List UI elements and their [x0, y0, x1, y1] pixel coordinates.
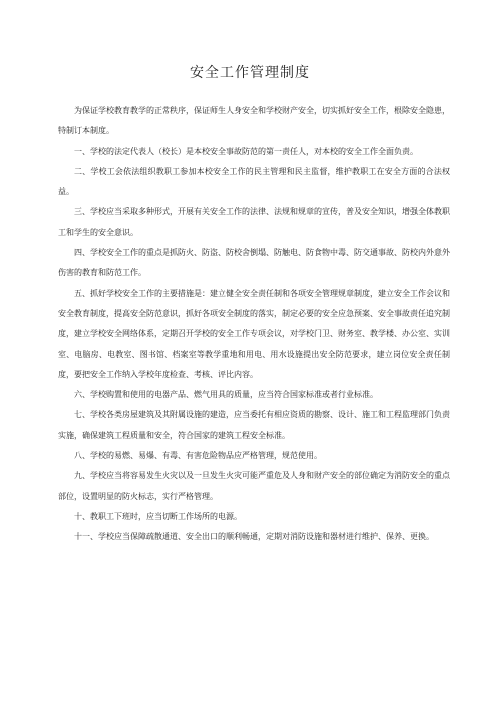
paragraph-1: 一、学校的法定代表人（校长）是本校安全事故防范的第一责任人，对本校的安全工作全面负责。: [74, 146, 418, 156]
paragraph-10: 十、教职工下班时，应当切断工作场所的电源。: [74, 511, 242, 521]
paragraph-6: 六、学校购置和使用的电器产品、燃气用具的质量，应当符合国家标准或者行业标准。: [74, 390, 378, 400]
document-title: 安全工作管理制度: [190, 65, 310, 81]
paragraph-8: 八、学校的易燃、易爆、有毒、有害危险物品应严格管理，规范使用。: [74, 451, 322, 461]
document-body: [58, 101, 450, 548]
paragraph-4: 四、学校安全工作的重点是抓防火、防盗、防校舍倒塌、防触电、防食物中毒、防交通事故、防校内外意外伤害的教育和防范工作。: [58, 248, 450, 278]
paragraph-9: 九、学校应当将容易发生火灾以及一旦发生火灾可能严重危及人身和财产安全的部位确定为消防安全的重点部位，设置明显的防火标志，实行严格管理。: [58, 471, 450, 501]
paragraph-3: 三、学校应当采取多种形式，开展有关安全工作的法律、法规和规章的宣传，普及安全知识，增强全体教职工和学生的安全意识。: [58, 207, 450, 237]
paragraph-7: 七、学校各类房屋建筑及其附属设施的建造，应当委托有相应资质的勘察、设计、施工和工程监理部门负责实施，确保建筑工程质量和安全，符合国家的建筑工程安全标准。: [58, 410, 450, 440]
paragraph-intro: 为保证学校教育教学的正常秩序，保证师生人身安全和学校财产安全，切实抓好安全工作，根除安全隐患，特制订本制度。: [58, 106, 450, 136]
paragraph-11: 十一、学校应当保障疏散通道、安全出口的顺利畅通，定期对消防设施和器材进行维护、保养、更换。: [74, 532, 434, 542]
paragraph-5: 五、抓好学校安全工作的主要措施是：建立健全安全责任制和各项安全管理规章制度，建立安全工作会议和安全教育制度，提高安全防范意识，抓好各项安全制度的落实，制定必要的安全应急预案、安全事故责任追究制度，建立学校安全网络体系，定期召开学校的安全工作专项会议，对学校门卫、财务室、教学楼、办公室、实训室、电脑房、电教室、图书馆、档案室等教学重地和用电、用水设施提出安全防范要求，建立岗位安全责任制度，要把安全工作纳入学校年度检查、考核、评比内容。: [58, 288, 450, 379]
paragraph-2: 二、学校工会依法组织教职工参加本校安全工作的民主管理和民主监督，维护教职工在安全方面的合法权益。: [58, 166, 450, 197]
